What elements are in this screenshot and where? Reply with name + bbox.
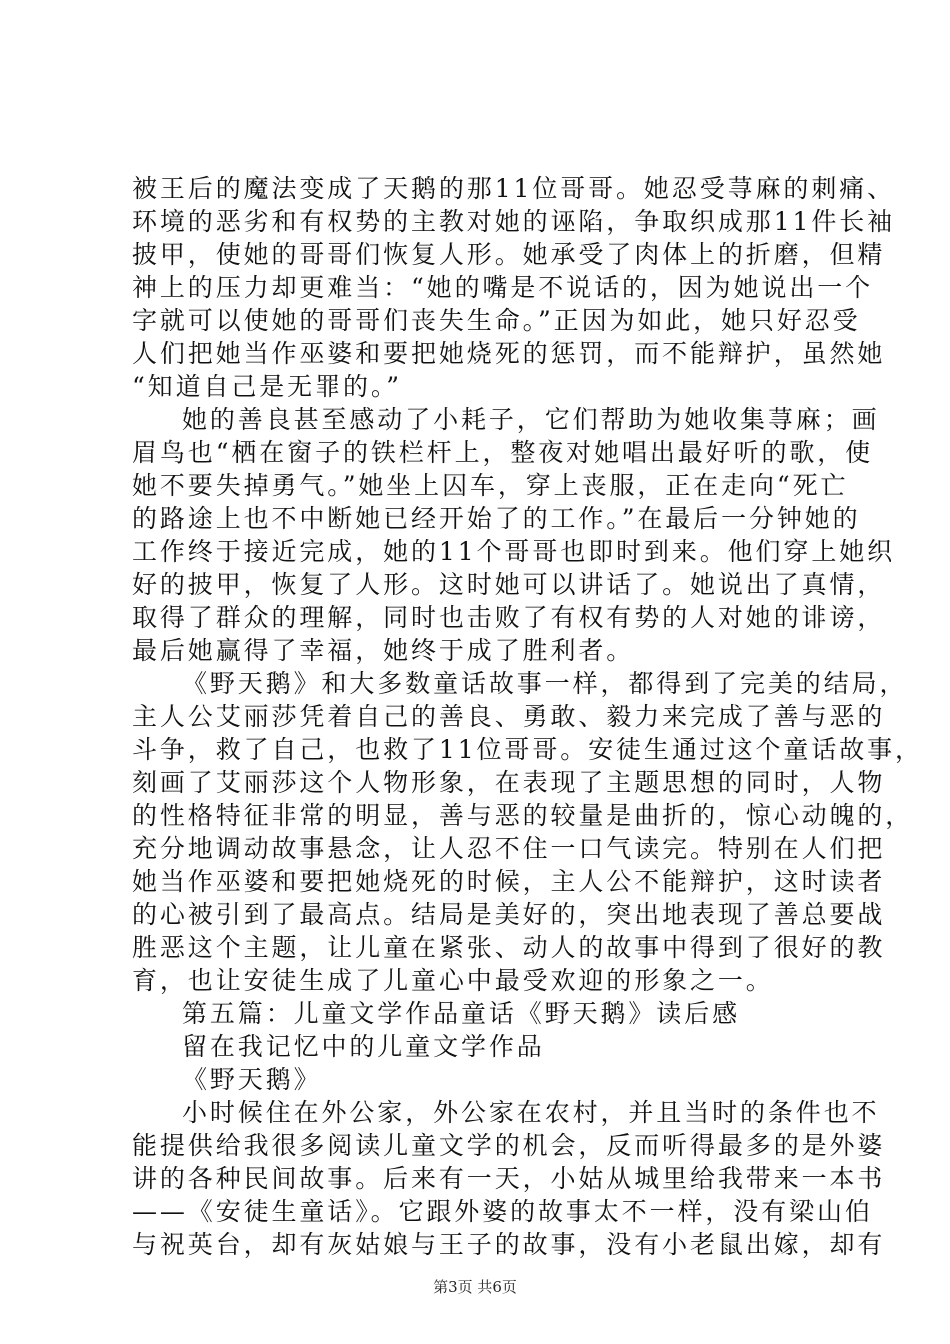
text-line: 披甲，使她的哥哥们恢复人形。她承受了肉体上的折磨，但精 (132, 240, 886, 269)
text-line: “知道自己是无罪的。” (132, 372, 402, 401)
text-line: 被王后的魔法变成了天鹅的那11位哥哥。她忍受荨麻的刺痛、 (132, 174, 896, 203)
text-line: 的性格特征非常的明显，善与恶的较量是曲折的，惊心动魄的， (132, 801, 914, 830)
text-line: 斗争，救了自己，也救了11位哥哥。安徒生通过这个童话故事， (132, 735, 923, 764)
text-line: 能提供给我很多阅读儿童文学的机会，反而听得最多的是外婆 (132, 1131, 886, 1160)
text-line: 她不要失掉勇气。”她坐上囚车，穿上丧服，正在走向“死亡 (132, 471, 849, 500)
text-line: 《野天鹅》和大多数童话故事一样，都得到了完美的结局， (182, 669, 908, 698)
text-line: 眉鸟也“栖在窗子的铁栏杆上，整夜对她唱出最好听的歌，使 (132, 438, 874, 467)
text-line: 育，也让安徒生成了儿童心中最受欢迎的形象之一。 (132, 966, 774, 995)
text-line: 主人公艾丽莎凭着自己的善良、勇敢、毅力来完成了善与恶的 (132, 702, 886, 731)
text-line: 字就可以使她的哥哥们丧失生命。”正因为如此，她只好忍受 (132, 306, 861, 335)
text-line: 工作终于接近完成，她的11个哥哥也即时到来。他们穿上她织 (132, 537, 896, 566)
text-line: 与祝英台，却有灰姑娘与王子的故事，没有小老鼠出嫁，却有 (132, 1230, 886, 1259)
text-line: 最后她赢得了幸福，她终于成了胜利者。 (132, 636, 635, 665)
text-line: ——《安徒生童话》。它跟外婆的故事太不一样，没有梁山伯 (132, 1197, 873, 1226)
text-line: 第五篇：儿童文学作品童话《野天鹅》读后感 (182, 999, 741, 1028)
text-line: 《野天鹅》 (182, 1065, 322, 1094)
text-line: 充分地调动故事悬念，让人忍不住一口气读完。特别在人们把 (132, 834, 886, 863)
text-line: 取得了群众的理解，同时也击败了有权有势的人对她的诽谤， (132, 603, 886, 632)
text-line: 环境的恶劣和有权势的主教对她的诬陷，争取织成那11件长袖 (132, 207, 896, 236)
text-line: 留在我记忆中的儿童文学作品 (182, 1032, 545, 1061)
text-line: 小时候住在外公家，外公家在农村，并且当时的条件也不 (182, 1098, 880, 1127)
text-line: 她的善良甚至感动了小耗子，它们帮助为她收集荨麻；画 (182, 405, 880, 434)
text-line: 的心被引到了最高点。结局是美好的，突出地表现了善总要战 (132, 900, 886, 929)
text-line: 好的披甲，恢复了人形。这时她可以讲话了。她说出了真情， (132, 570, 886, 599)
text-line: 神上的压力却更难当：“她的嘴是不说话的，因为她说出一个 (132, 273, 874, 302)
text-line: 胜恶这个主题，让儿童在紧张、动人的故事中得到了很好的教 (132, 933, 886, 962)
text-line: 刻画了艾丽莎这个人物形象，在表现了主题思想的同时，人物 (132, 768, 886, 797)
page-footer: 第3页 共6页 (433, 1278, 517, 1296)
text-line: 讲的各种民间故事。后来有一天，小姑从城里给我带来一本书 (132, 1164, 886, 1193)
text-line: 的路途上也不中断她已经开始了的工作。”在最后一分钟她的 (132, 504, 861, 533)
text-line: 她当作巫婆和要把她烧死的时候，主人公不能辩护，这时读者 (132, 867, 886, 896)
document-body (132, 172, 923, 1261)
text-line: 人们把她当作巫婆和要把她烧死的惩罚，而不能辩护，虽然她 (132, 339, 886, 368)
